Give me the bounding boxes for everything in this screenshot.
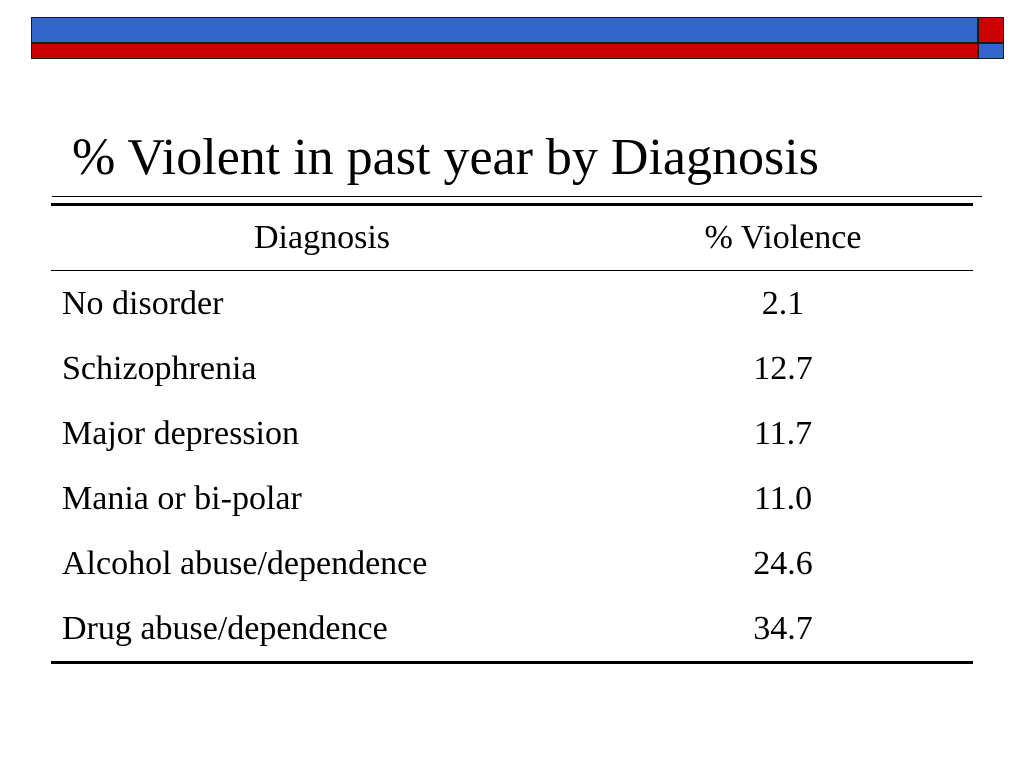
diagnosis-cell: Alcohol abuse/dependence: [62, 544, 428, 582]
diagnosis-cell: Major depression: [62, 414, 300, 452]
violence-percent-cell: 2.1: [761, 284, 805, 322]
violence-percent-cell: 34.7: [753, 609, 813, 647]
table-row: [51, 271, 973, 337]
table-row: [51, 401, 973, 466]
diagnosis-cell: Mania or bi-polar: [62, 479, 302, 517]
table-header-row: [51, 205, 973, 271]
header-square-blue: [978, 43, 1004, 59]
column-header-violence: % Violence: [593, 205, 973, 271]
table-row: [51, 336, 973, 401]
violence-percent-cell: 11.0: [753, 479, 813, 517]
violence-percent-cell: 11.7: [753, 414, 813, 452]
diagnosis-cell: Schizophrenia: [62, 349, 257, 387]
diagnosis-cell: No disorder: [62, 284, 224, 322]
header-bar-red: [31, 43, 978, 59]
column-header-diagnosis: Diagnosis: [51, 205, 593, 271]
violence-percent-cell: 12.7: [753, 349, 813, 387]
diagnosis-cell: Drug abuse/dependence: [62, 609, 388, 647]
table-row: [51, 596, 973, 663]
slide-title: % Violent in past year by Diagnosis: [72, 129, 819, 186]
header-square-red: [978, 17, 1004, 43]
header-bar-blue: [31, 17, 978, 43]
table-row: [51, 531, 973, 596]
diagnosis-violence-table: [51, 203, 973, 664]
title-divider: [52, 196, 982, 197]
table-row: [51, 466, 973, 531]
violence-percent-cell: 24.6: [753, 544, 813, 582]
